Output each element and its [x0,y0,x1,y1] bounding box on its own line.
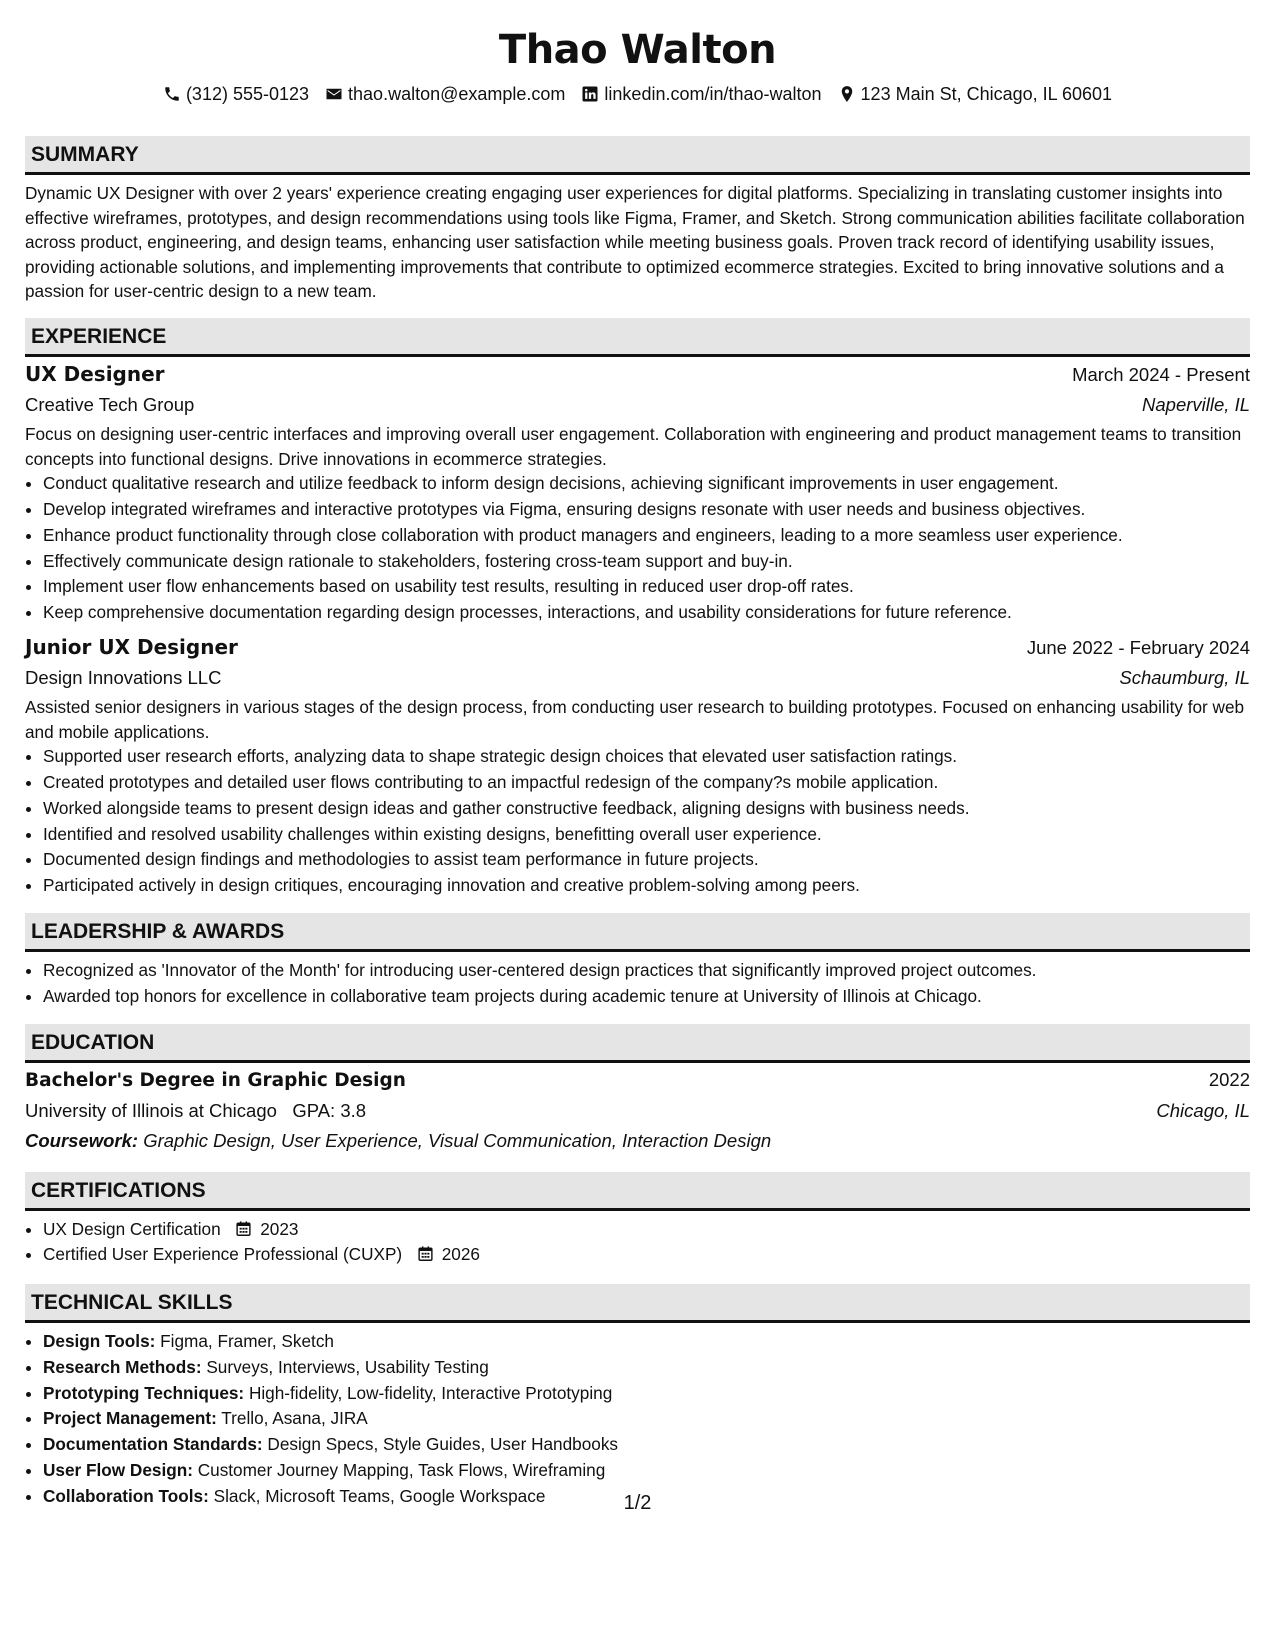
contact-linkedin[interactable] [581,82,821,106]
list-item: • Supported user research efforts, analyzing data to shape strategic design choices that elevated user satisfaction ratings. [43,744,1250,770]
list-item: • Created prototypes and detailed user flows contributing to an impactful redesign of the company?s mobile application. [43,770,1250,796]
job-company: Design Innovations LLC [25,666,222,688]
job-description: Focus on designing user-centric interfaces and improving overall user engagement. Collaboration with engineering and product management teams to transition concepts into functional designs. Drive innovations in ecommerce strategies. [25,423,1242,469]
skill-label: Prototyping Techniques: [43,1382,245,1403]
list-item: • Develop integrated wireframes and interactive prototypes via Figma, ensuring designs resonate with user needs and business objectives. [43,497,1250,523]
contact-email[interactable] [325,82,565,106]
section-heading-experience: EXPERIENCE [25,318,1250,357]
summary-section [25,136,1250,304]
school-line [25,1096,366,1126]
address-text: 123 Main St, Chicago, IL 60601 [860,84,1113,104]
skill-value: Figma, Framer, Sketch [160,1331,334,1352]
skill-value: Design Specs, Style Guides, User Handbooks [267,1434,619,1455]
certification-name: UX Design Certification [43,1218,221,1239]
skill-label: Research Methods: [43,1356,202,1377]
experience-section [25,318,1250,899]
skill-label: Project Management: [43,1408,217,1429]
map-pin-icon [838,85,856,103]
list-item [43,1432,1250,1458]
job-dates: June 2022 - February 2024 [1026,636,1250,658]
skill-label: Collaboration Tools: [43,1485,209,1506]
job-dates: March 2024 - Present [1072,363,1250,385]
section-heading-certifications: CERTIFICATIONS [25,1172,1250,1211]
calendar-icon [235,1220,252,1237]
certifications-section [25,1172,1250,1269]
education-section [25,1024,1250,1156]
list-item: • Enhance product functionality through close collaboration with product managers and engineers, leading to a more seamless user experience. [43,523,1250,549]
graduation-year: 2022 [1208,1068,1250,1090]
degree-title: Bachelor's Degree in Graphic Design [25,1069,406,1091]
skill-value: Customer Journey Mapping, Task Flows, Wireframing [197,1460,606,1481]
certification-year: 2023 [260,1218,299,1239]
page-number: 1/2 [623,1492,652,1514]
leadership-section [25,913,1250,1010]
job-location: Naperville, IL [1142,393,1250,415]
email-text[interactable]: thao.walton@example.com [348,84,566,104]
list-item [43,1242,1250,1268]
contact-phone [163,82,309,106]
section-heading-skills: TECHNICAL SKILLS [25,1284,1250,1323]
list-item: • Documented design findings and methodologies to assist team performance in future projects. [43,847,1250,873]
school-location: Chicago, IL [1156,1099,1250,1121]
job-entry [25,632,1250,899]
list-item: • Recognized as 'Innovator of the Month' for introducing user-centered design practices that significantly improved project outcomes. [43,958,1250,984]
list-item: • Conduct qualitative research and utilize feedback to inform design decisions, achieving significant improvements in user engagement. [43,471,1250,497]
list-item [43,1217,1250,1243]
list-item [43,1381,1250,1407]
skills-section [25,1284,1250,1510]
envelope-icon [325,85,343,103]
phone-text: (312) 555-0123 [185,84,310,104]
skills-list [25,1329,1250,1510]
list-item: • Effectively communicate design rationale to stakeholders, fostering cross-team support and buy-in. [43,549,1250,575]
summary-text: Dynamic UX Designer with over 2 years' experience creating engaging user experiences for digital platforms. Specializing in translating customer insights into effective wireframes, prototypes, and design recommendations using tools like Figma, Framer, and Sketch. Strong communication abilities facilitate collaboration across product, engineering, and design teams, enhancing user satisfaction while meeting business goals. Proven track record of identifying usability issues, providing actionable solutions, and implementing improvements that contribute to optimized ecommerce strategies. Excited to bring innovative solutions and a passion for user-centric design to a new team. [25,183,1245,302]
skill-label: User Flow Design: [43,1460,193,1481]
job-company: Creative Tech Group [25,393,195,415]
calendar-icon [417,1245,434,1262]
list-item: • Participated actively in design critiques, encouraging innovation and creative problem-solving among peers. [43,873,1250,899]
job-bullets [25,471,1250,626]
job-bullets [25,744,1250,899]
certification-list [25,1217,1250,1269]
school-name: University of Illinois at Chicago [25,1099,277,1121]
list-item [43,1329,1250,1355]
skill-label: Documentation Standards: [43,1434,263,1455]
list-item: • Implement user flow enhancements based on usability test results, resulting in reduced user drop-off rates. [43,574,1250,600]
list-item [43,1458,1250,1484]
list-item [43,1406,1250,1432]
section-heading-summary: SUMMARY [25,136,1250,175]
resume-page [25,0,1250,1510]
list-item: • Awarded top honors for excellence in collaborative team projects during academic tenure at University of Illinois at Chicago. [43,984,1250,1010]
job-location: Schaumburg, IL [1119,666,1250,688]
job-entry [25,359,1250,626]
list-item: • Identified and resolved usability challenges within existing designs, benefitting overall user experience. [43,822,1250,848]
coursework-label: Coursework: [25,1129,139,1151]
skill-value: Surveys, Interviews, Usability Testing [206,1356,489,1377]
job-title: UX Designer [25,361,165,386]
certification-year: 2026 [441,1244,480,1265]
gpa: GPA: 3.8 [292,1099,367,1121]
job-description: Assisted senior designers in various stages of the design process, from conducting user research to building prototypes. Focused on enhancing usability for web and mobile applications. [25,696,1245,742]
certification-name: Certified User Experience Professional (CUXP) [43,1244,403,1265]
list-item [43,1355,1250,1381]
coursework-line [25,1126,1250,1156]
leadership-bullets [25,958,1250,1010]
skill-value: Trello, Asana, JIRA [221,1408,368,1429]
phone-icon [163,85,181,103]
skill-value: Slack, Microsoft Teams, Google Workspace [213,1485,546,1506]
job-title: Junior UX Designer [25,634,238,659]
contact-address [838,82,1113,106]
linkedin-text[interactable]: linkedin.com/in/thao-walton [604,84,822,104]
section-heading-leadership: LEADERSHIP & AWARDS [25,913,1250,952]
list-item: • Worked alongside teams to present design ideas and gather constructive feedback, aligning designs with business needs. [43,796,1250,822]
coursework-text: Graphic Design, User Experience, Visual Communication, Interaction Design [143,1129,772,1151]
contact-bar [25,82,1250,106]
linkedin-icon [581,85,599,103]
section-heading-education: EDUCATION [25,1024,1250,1063]
list-item: • Keep comprehensive documentation regarding design processes, interactions, and usability considerations for future reference. [43,600,1250,626]
skill-label: Design Tools: [43,1331,156,1352]
candidate-name: Thao Walton [498,27,777,73]
skill-value: High-fidelity, Low-fidelity, Interactive Prototyping [248,1382,613,1403]
